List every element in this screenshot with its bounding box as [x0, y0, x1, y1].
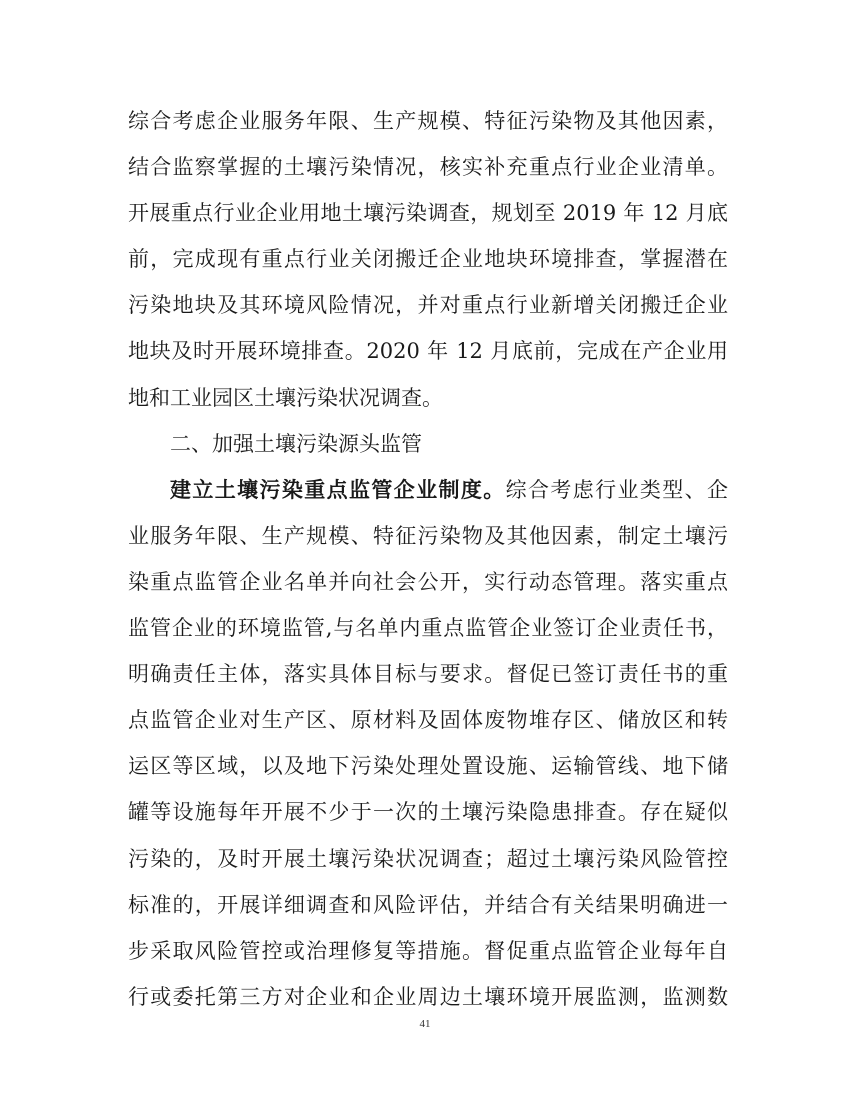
text-line: 污染的，及时开展土壤污染状况调查；超过土壤污染风险管控 [128, 846, 728, 871]
text-line: 染重点监管企业名单并向社会公开，实行动态管理。落实重点 [128, 569, 728, 594]
text-line: 地和工业园区土壤污染状况调查。 [128, 385, 443, 410]
body-text [128, 98, 728, 1020]
paragraph-lead-line [128, 467, 728, 513]
text-line: 业服务年限、生产规模、特征污染物及其他因素，制定土壤污 [128, 523, 728, 548]
lead-line-rest: 综合考虑行业类型、企 [505, 477, 728, 502]
bold-lead: 建立土壤污染重点监管企业制度。 [170, 476, 506, 502]
text-line: 步采取风险管控或治理修复等措施。督促重点监管企业每年自 [128, 938, 728, 963]
page-number: 41 [419, 1018, 431, 1030]
text-line: 开展重点行业企业用地土壤污染调查，规划至 2019 年 12 月底 [128, 201, 728, 226]
text-line: 行或委托第三方对企业和企业周边土壤环境开展监测，监测数 [128, 984, 728, 1009]
text-line: 结合监察掌握的土壤污染情况，核实补充重点行业企业清单。 [128, 155, 728, 180]
text-line: 监管企业的环境监管,与名单内重点监管企业签订企业责任书， [128, 616, 728, 641]
text-line: 罐等设施每年开展不少于一次的土壤污染隐患排查。存在疑似 [128, 800, 728, 825]
text-line: 标准的，开展详细调查和风险评估，并结合有关结果明确进一 [128, 892, 728, 917]
text-line: 前，完成现有重点行业关闭搬迁企业地块环境排查，掌握潜在 [128, 247, 728, 272]
section-heading: 二、加强土壤污染源头监管 [170, 431, 422, 456]
text-line: 明确责任主体，落实具体目标与要求。督促已签订责任书的重 [128, 662, 728, 687]
text-line: 地块及时开展环境排查。2020 年 12 月底前，完成在产企业用 [128, 339, 728, 364]
text-line: 污染地块及其环境风险情况，并对重点行业新增关闭搬迁企业 [128, 293, 728, 318]
text-line: 运区等区域，以及地下污染处理处置设施、运输管线、地下储 [128, 754, 728, 779]
text-line: 综合考虑企业服务年限、生产规模、特征污染物及其他因素， [128, 109, 728, 133]
text-line: 点监管企业对生产区、原材料及固体废物堆存区、储放区和转 [128, 708, 728, 733]
